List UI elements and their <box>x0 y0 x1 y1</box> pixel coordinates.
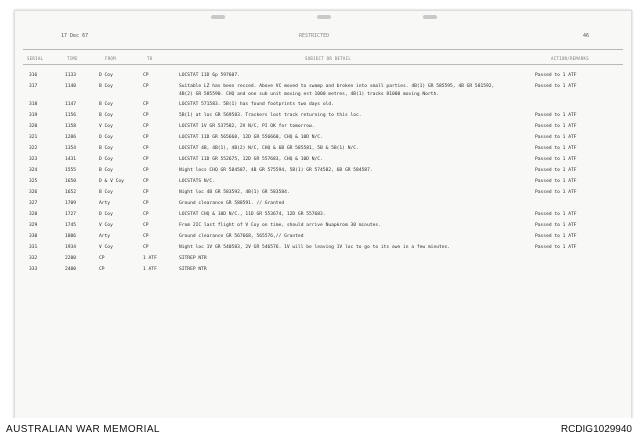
to-cell: CP <box>143 168 149 173</box>
subject-cell: Night loc 4B GR 583592, 4B(1) GR 583584. <box>179 190 290 195</box>
to-cell: CP <box>143 245 149 250</box>
from-cell: B Coy <box>99 113 113 118</box>
subject-cell: Night loc 1V GR 540583, 2V GR 546576. 1V will be leaving 1V loc to go to its own in a few minutes. <box>179 245 451 250</box>
serial-cell: 330 <box>29 234 38 239</box>
table-row <box>15 176 631 187</box>
table-row <box>15 143 631 154</box>
table-row <box>15 70 631 81</box>
action-cell: Passed to 1 ATF <box>535 157 577 162</box>
serial-cell: 331 <box>29 245 38 250</box>
to-cell: CP <box>143 190 149 195</box>
time-cell: 1709 <box>65 201 77 206</box>
table-row <box>15 81 631 97</box>
serial-cell: 328 <box>29 212 38 217</box>
time-cell: 1745 <box>65 223 77 228</box>
to-cell: CP <box>143 113 149 118</box>
serial-cell: 326 <box>29 190 38 195</box>
serial-cell: 324 <box>29 168 38 173</box>
time-cell: 1354 <box>65 146 77 151</box>
from-cell: B Coy <box>99 190 113 195</box>
header-title: RESTRICTED <box>299 33 330 39</box>
subject-cell: LOCSTAT CHQ & 10D N/C., 11D GR 553674, 12D GR 557683. <box>179 212 326 217</box>
col-time-header: TIME <box>67 56 78 61</box>
serial-cell: 332 <box>29 256 38 261</box>
header-rule-bottom <box>23 64 623 65</box>
from-cell: B Coy <box>99 102 113 107</box>
to-cell: CP <box>143 135 149 140</box>
from-cell: V Coy <box>99 223 113 228</box>
table-row <box>15 220 631 231</box>
col-serial-header: SERIAL <box>27 56 44 61</box>
table-row <box>15 99 631 110</box>
punch-hole <box>423 15 437 19</box>
time-cell: 1206 <box>65 135 77 140</box>
to-cell: CP <box>143 84 149 89</box>
header-date: 17 Dec 67 <box>61 33 89 39</box>
to-cell: CP <box>143 146 149 151</box>
action-cell: Passed to 1 ATF <box>535 190 577 195</box>
subject-cell: LOCSTAT 11D GR 565660, 12D GR 556660, CHQ & 10D N/C. <box>179 135 323 140</box>
subject-cell: Suitable LZ has been recced. Above VC moved to swamp and broken into small parties. 4B(1) GR 585595, 4B GR 581592, <box>179 84 495 89</box>
col-subject-header: SUBJECT OR DETAIL <box>305 56 352 61</box>
to-cell: CP <box>143 179 149 184</box>
table-row <box>15 154 631 165</box>
subject-cell: From 2IC last flight of V Coy on time, should arrive Nuapkrom 30 minutes. <box>179 223 381 228</box>
col-to-header: TO <box>147 56 153 61</box>
table-row <box>15 187 631 198</box>
time-cell: 1555 <box>65 168 77 173</box>
subject-cell: SITREP NTR <box>179 256 207 261</box>
action-cell: Passed to 1 ATF <box>535 124 577 129</box>
subject-cell: Night locs CHQ GR 584587, 4B GR 575594, 5B(1) GR 574582, 6B GR 584587. <box>179 168 373 173</box>
time-cell: 1727 <box>65 212 77 217</box>
from-cell: B Coy <box>99 168 113 173</box>
from-cell: Arty <box>99 201 111 206</box>
subject-cell: LOCSTATS N/C. <box>179 179 215 184</box>
table-row <box>15 253 631 264</box>
table-row <box>15 198 631 209</box>
action-cell: Passed to 1 ATF <box>535 245 577 250</box>
serial-cell: 323 <box>29 157 38 162</box>
serial-cell: 329 <box>29 223 38 228</box>
to-cell: CP <box>143 73 149 78</box>
punch-hole <box>211 15 225 19</box>
action-cell: Passed to 1 ATF <box>535 135 577 140</box>
from-cell: CP <box>99 267 105 272</box>
from-cell: V Coy <box>99 245 113 250</box>
table-row <box>15 110 631 121</box>
action-cell: Passed to 1 ATF <box>535 234 577 239</box>
time-cell: 1158 <box>65 124 77 129</box>
to-cell: CP <box>143 223 149 228</box>
action-cell: Passed to 1 ATF <box>535 179 577 184</box>
table-row <box>15 242 631 253</box>
action-cell: Passed to 1 ATF <box>535 168 577 173</box>
subject-cell: LOCSTAT 11D GR 552675, 12D GR 557683, CHQ & 10D N/C. <box>179 157 323 162</box>
action-cell: Passed to 1 ATF <box>535 84 577 89</box>
table-row <box>15 231 631 242</box>
from-cell: V Coy <box>99 124 113 129</box>
subject-cell: Ground clearance GR 567668, 565576,// Granted <box>179 234 304 239</box>
subject-cell: LOCSTAT 571583. 5B(1) has found footprints two days old. <box>179 102 334 107</box>
to-cell: 1 ATF <box>143 256 157 261</box>
col-from-header: FROM <box>105 56 116 61</box>
from-cell: Arty <box>99 234 111 239</box>
table-row <box>15 121 631 132</box>
time-cell: 1156 <box>65 113 77 118</box>
action-cell: Passed to 1 ATF <box>535 212 577 217</box>
time-cell: 1140 <box>65 84 77 89</box>
header-rule-top <box>23 49 623 50</box>
subject-cell: LOCSTAT 1V GR 537582, 2V N/C, PI OK for tomorrow. <box>179 124 315 129</box>
table-row <box>15 209 631 220</box>
to-cell: CP <box>143 201 149 206</box>
from-cell: D Coy <box>99 73 113 78</box>
from-cell: B Coy <box>99 84 113 89</box>
footer-bar <box>0 418 640 440</box>
serial-cell: 316 <box>29 73 38 78</box>
serial-cell: 319 <box>29 113 38 118</box>
action-cell: Passed to 1 ATF <box>535 223 577 228</box>
time-cell: 1133 <box>65 73 77 78</box>
time-cell: 2200 <box>65 256 77 261</box>
subject-cell: SITREP NTR <box>179 267 207 272</box>
from-cell: D Coy <box>99 135 113 140</box>
subject-cell: LOCSTAT 4B, 4B(1), 4B(2) N/C, CHQ & 6B GR 585581, 5B & 5B(1) N/C. <box>179 146 359 151</box>
serial-cell: 321 <box>29 135 38 140</box>
subject-cell-continuation: 4B(2) GR 585590. CHQ and one sub unit moving est 1000 metres, 4B(1) tracks 81000 moving North. <box>179 92 439 97</box>
time-cell: 1652 <box>65 190 77 195</box>
action-cell: Passed to 1 ATF <box>535 146 577 151</box>
document-sheet <box>14 10 632 420</box>
to-cell: CP <box>143 212 149 217</box>
serial-cell: 325 <box>29 179 38 184</box>
col-action-header: ACTION/REMARKS <box>551 56 589 61</box>
time-cell: 1650 <box>65 179 77 184</box>
to-cell: CP <box>143 157 149 162</box>
serial-cell: 327 <box>29 201 38 206</box>
table-row <box>15 165 631 176</box>
serial-cell: 320 <box>29 124 38 129</box>
footer-reference: RCDIG1029940 <box>560 424 632 435</box>
table-row <box>15 132 631 143</box>
time-cell: 1431 <box>65 157 77 162</box>
from-cell: D Coy <box>99 157 113 162</box>
from-cell: D & V Coy <box>99 179 124 184</box>
from-cell: D Coy <box>99 212 113 217</box>
serial-cell: 322 <box>29 146 38 151</box>
time-cell: 1147 <box>65 102 77 107</box>
serial-cell: 333 <box>29 267 38 272</box>
time-cell: 2400 <box>65 267 77 272</box>
to-cell: CP <box>143 124 149 129</box>
serial-cell: 317 <box>29 84 38 89</box>
serial-cell: 318 <box>29 102 38 107</box>
punch-hole <box>317 15 331 19</box>
subject-cell: 5B(1) at loc GR 569583. Trackers lost track returning to this loc. <box>179 113 362 118</box>
action-cell: Passed to 1 ATF <box>535 73 577 78</box>
from-cell: CP <box>99 256 105 261</box>
footer-source: AUSTRALIAN WAR MEMORIAL <box>6 424 160 435</box>
time-cell: 1806 <box>65 234 77 239</box>
time-cell: 1934 <box>65 245 77 250</box>
to-cell: CP <box>143 102 149 107</box>
subject-cell: Ground clearance GR 588591. // Granted <box>179 201 285 206</box>
to-cell: CP <box>143 234 149 239</box>
header-page-number: 46 <box>583 33 590 39</box>
from-cell: B Coy <box>99 146 113 151</box>
to-cell: 1 ATF <box>143 267 157 272</box>
table-row <box>15 264 631 275</box>
action-cell: Passed to 1 ATF <box>535 113 577 118</box>
subject-cell: LOCSTAT 11D 6p 597607. <box>179 73 240 78</box>
